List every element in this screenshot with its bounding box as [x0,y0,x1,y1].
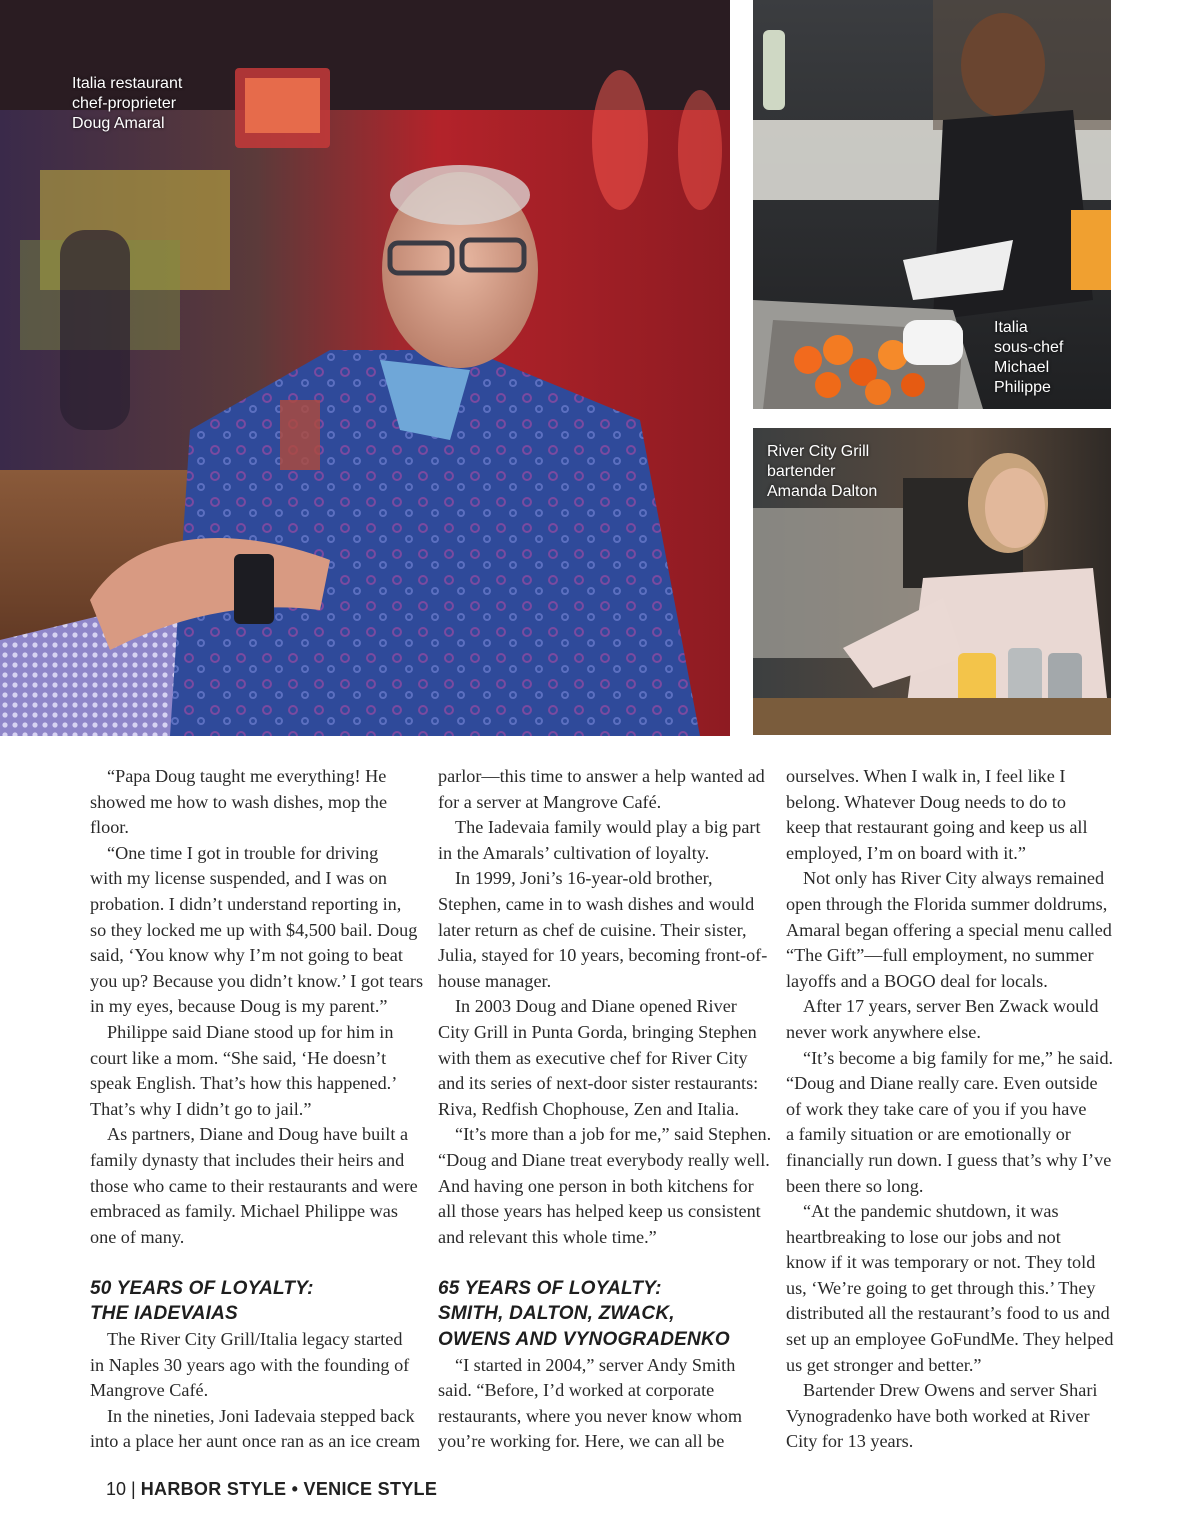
body-line: into a place her aunt once ran as an ice cream [90,1431,421,1452]
body-line: heartbreaking to lose our jobs and not [786,1226,1061,1247]
body-line: know if it was temporary or not. They told [786,1252,1096,1273]
body-line: “The Gift”—full employment, no summer [786,945,1094,966]
section-heading-smith-dalton: OWENS AND VYNOGRADENKO [438,1329,730,1351]
body-line: employed, I’m on board with it.” [786,842,1026,863]
photo-doug-amaral [0,0,730,736]
caption-line: bartender [767,463,836,480]
caption-line: Italia restaurant [72,75,183,92]
body-line: and relevant this whole time.” [438,1226,657,1247]
body-line: Vynogradenko have both worked at River [786,1405,1090,1426]
body-line: us get stronger and better.” [786,1354,982,1375]
caption-michael-philippe [994,318,1063,398]
body-line: Philippe said Diane stood up for him in [107,1021,394,1042]
body-line: And having one person in both kitchens for [438,1175,754,1196]
body-line: one of many. [90,1226,185,1247]
body-line: said, ‘You know why I’m not going to beat [90,945,403,966]
caption-line: Philippe [994,379,1051,396]
body-line: a family situation or are emotionally or [786,1124,1071,1145]
body-line: court like a mom. “She said, ‘He doesn’t [90,1047,387,1068]
article-column-1 [90,764,424,1455]
body-line: ourselves. When I walk in, I feel like I [786,766,1066,786]
body-line: “Doug and Diane treat everybody really well. [438,1149,770,1170]
section-heading-smith-dalton: SMITH, DALTON, ZWACK, [438,1303,675,1325]
body-line: so they locked me up with $4,500 bail. Doug [90,919,418,940]
body-line: set up an employee GoFundMe. They helped [786,1329,1114,1350]
body-line: for a server at Mangrove Café. [438,791,662,812]
body-line: “Papa Doug taught me everything! He [107,766,387,786]
body-line: City for 13 years. [786,1431,914,1452]
caption-line: Doug Amaral [72,115,165,132]
body-line: never work anywhere else. [786,1021,981,1042]
section-gap [90,1250,416,1276]
section-heading-iadevaias: 50 YEARS OF LOYALTY: [90,1277,314,1299]
body-line: floor. [90,817,129,838]
body-line: Mangrove Café. [90,1380,209,1401]
body-line: those who came to their restaurants and were [90,1175,418,1196]
body-line: In 1999, Joni’s 16-year-old brother, [455,868,713,889]
body-line: showed me how to wash dishes, mop the [90,791,388,812]
body-line: speak English. That’s how this happened.’ [90,1073,398,1094]
body-line: with my license suspended, and I was on [90,868,388,889]
caption-doug-amaral [72,74,182,134]
body-line: As partners, Diane and Doug have built a [107,1124,409,1145]
body-line: said. “Before, I’d worked at corporate [438,1380,715,1401]
body-line: “One time I got in trouble for driving [107,842,379,863]
body-line: In 2003 Doug and Diane opened River [455,996,737,1017]
body-line: later return as chef de cuisine. Their sister, [438,919,747,940]
body-line: family dynasty that includes their heirs and [90,1149,405,1170]
body-line: “It’s more than a job for me,” said Stephen. [455,1124,772,1145]
body-line: That’s why I didn’t go to jail.” [90,1098,312,1119]
body-line: “At the pandemic shutdown, it was [803,1201,1059,1222]
body-line: Riva, Redfish Chophouse, Zen and Italia. [438,1098,740,1119]
body-line: keep that restaurant going and keep us all [786,817,1088,838]
caption-line: Amanda Dalton [767,483,878,500]
body-line: you up? Because you didn’t know.’ I got tears [90,970,424,991]
article-column-3 [786,764,1112,1455]
body-line: “Doug and Diane really care. Even outside [786,1073,1098,1094]
caption-line: sous-chef [994,339,1064,356]
caption-line: chef-proprieter [72,95,177,112]
body-line: Stephen, came in to wash dishes and would [438,893,755,914]
page-footer [106,1478,437,1500]
body-line: us, ‘We’re going to get through this.’ They [786,1277,1096,1298]
footer-separator: | [131,1479,136,1499]
caption-line: Michael [994,359,1050,376]
body-line: probation. I didn’t understand reporting in, [90,893,402,914]
body-line: in the Amarals’ cultivation of loyalty. [438,842,710,863]
body-line: financially run down. I guess that’s why I’ve [786,1149,1112,1170]
body-line: open through the Florida summer doldrums, [786,893,1108,914]
body-line: Bartender Drew Owens and server Shari [803,1380,1098,1401]
body-line: Julia, stayed for 10 years, becoming front-of- [438,945,768,966]
body-line: Amaral began offering a special menu called [786,919,1112,940]
section-heading-iadevaias: THE IADEVAIAS [90,1303,238,1325]
body-line: you’re working for. Here, we can all be [438,1431,725,1452]
body-line: After 17 years, server Ben Zwack would [803,996,1099,1017]
body-line: and its series of next-door sister restaurants: [438,1073,759,1094]
caption-amanda-dalton [767,442,877,502]
body-line: in my eyes, because Doug is my parent.” [90,996,388,1017]
article-column-2 [438,764,772,1455]
body-line: The River City Grill/Italia legacy started [107,1329,403,1350]
body-line: with them as executive chef for River City [438,1047,748,1068]
body-line: all those years has helped keep us consistent [438,1201,761,1222]
publication-name: HARBOR STYLE • VENICE STYLE [140,1479,438,1499]
body-line: In the nineties, Joni Iadevaia stepped back [107,1405,415,1426]
caption-line: Italia [994,319,1028,336]
body-line: parlor—this time to answer a help wanted ad [438,766,765,786]
photo-michael-philippe [753,0,1111,409]
body-line: belong. Whatever Doug needs to do to [786,791,1066,812]
body-line: in Naples 30 years ago with the founding of [90,1354,410,1375]
section-heading-smith-dalton: 65 YEARS OF LOYALTY: [438,1277,662,1299]
body-line: distributed all the restaurant’s food to us and [786,1303,1110,1324]
body-line: been there so long. [786,1175,924,1196]
body-line: restaurants, where you never know whom [438,1405,743,1426]
body-line: “It’s become a big family for me,” he said. [803,1047,1114,1068]
body-line: house manager. [438,970,552,991]
body-line: Not only has River City always remained [803,868,1105,889]
body-line: “I started in 2004,” server Andy Smith [455,1354,736,1375]
body-line: embraced as family. Michael Philippe was [90,1201,398,1222]
body-line: layoffs and a BOGO deal for locals. [786,970,1048,991]
caption-line: River City Grill [767,443,870,460]
body-line: The Iadevaia family would play a big part [455,817,761,838]
body-line: of work they take care of you if you have [786,1098,1087,1119]
body-line: City Grill in Punta Gorda, bringing Stephen [438,1021,757,1042]
photo-amanda-dalton [753,428,1111,735]
page-number: 10 [106,1479,127,1499]
section-gap [438,1250,764,1276]
